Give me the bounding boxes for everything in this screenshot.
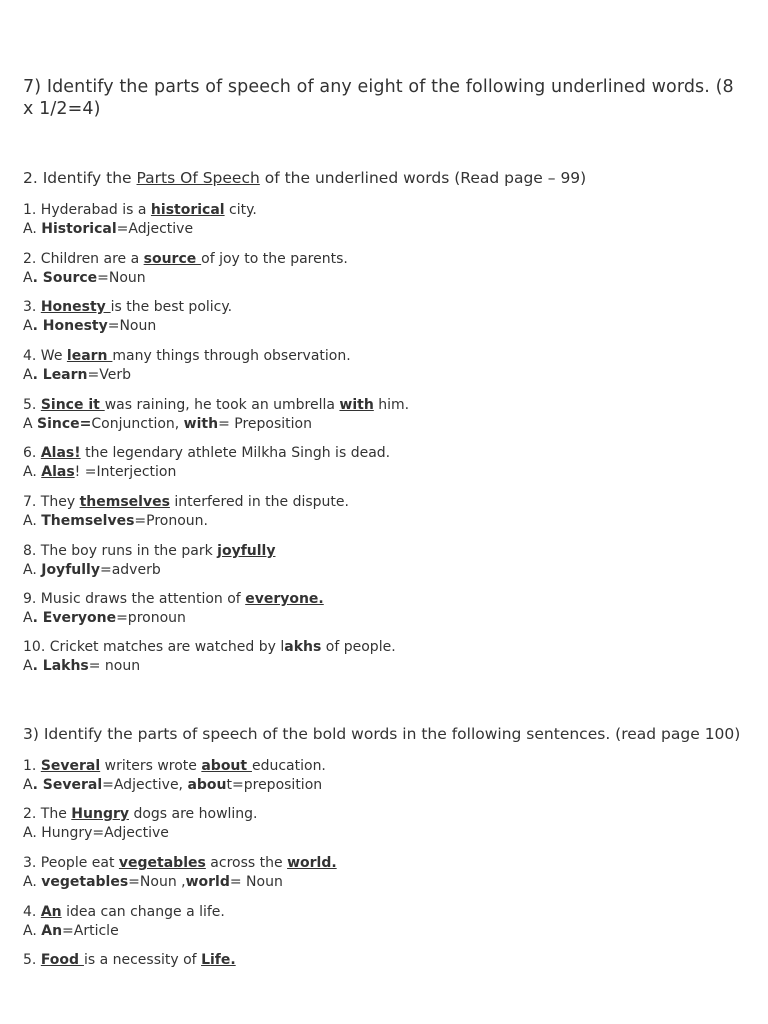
sentence-text: city. xyxy=(224,202,257,218)
keyword-text: Food xyxy=(40,952,84,968)
s3-item-1 xyxy=(23,757,326,795)
keyword-text: joyfully xyxy=(217,543,276,559)
sentence-text: writers wrote xyxy=(100,758,202,774)
sentence-text: interfered in the dispute. xyxy=(169,494,349,510)
sentence-text: A. xyxy=(23,923,42,939)
sentence-text: 5. xyxy=(23,952,41,968)
sentence-text: =Article xyxy=(62,923,119,939)
sentence-text: A. xyxy=(23,221,42,237)
keyword-text: historical xyxy=(150,202,225,218)
sentence-text: 4. We xyxy=(23,348,67,364)
keyword-text: abou xyxy=(187,777,227,793)
parts-of-speech-link[interactable]: Parts Of Speech xyxy=(136,169,260,187)
sentence-text: A xyxy=(23,610,33,626)
sentence-text: him. xyxy=(373,397,410,413)
s2-item-1 xyxy=(23,201,257,239)
keyword-text: source xyxy=(143,251,202,267)
keyword-text: . Honesty xyxy=(32,318,108,334)
keyword-text: . Source xyxy=(32,270,98,286)
keyword-text: world. xyxy=(287,855,337,871)
sentence-text: of joy to the parents. xyxy=(201,251,348,267)
question xyxy=(23,903,225,922)
keyword-text: . Lakhs xyxy=(32,658,89,674)
section-3-heading: 3) Identify the parts of speech of the bold words in the following sentences. (read page 100) xyxy=(23,725,741,743)
answer xyxy=(23,220,257,239)
sentence-text: =Adjective xyxy=(116,221,194,237)
question xyxy=(23,805,258,824)
s3-item-3 xyxy=(23,854,337,892)
keyword-text: Hungry xyxy=(71,806,129,822)
sentence-text: A xyxy=(23,777,33,793)
sentence-text: 5. xyxy=(23,397,41,413)
sentence-text: 8. The boy runs in the park xyxy=(23,543,218,559)
sentence-text: = Preposition xyxy=(218,416,312,432)
sentence-text: =pronoun xyxy=(116,610,186,626)
sentence-text: =Noun xyxy=(107,318,157,334)
keyword-text: learn xyxy=(66,348,113,364)
sentence-text: A xyxy=(23,658,33,674)
answer xyxy=(23,561,275,580)
sentence-text: many things through observation. xyxy=(112,348,351,364)
question xyxy=(23,298,232,317)
keyword-text: vegetables xyxy=(41,874,129,890)
sentence-text: 1. Hyderabad is a xyxy=(23,202,151,218)
question xyxy=(23,542,275,561)
keyword-text: Since= xyxy=(37,416,92,432)
sentence-text: A xyxy=(23,318,33,334)
sentence-text: education. xyxy=(251,758,326,774)
sentence-text: is the best policy. xyxy=(110,299,233,315)
sentence-text: =adverb xyxy=(99,562,161,578)
answer xyxy=(23,873,337,892)
keyword-text: Alas xyxy=(41,464,75,480)
answer xyxy=(23,824,258,843)
sentence-text: 4. xyxy=(23,904,41,920)
keyword-text: with xyxy=(339,397,374,413)
answer xyxy=(23,657,396,676)
s2-item-4 xyxy=(23,347,351,385)
sentence-text: A. xyxy=(23,874,42,890)
keyword-text: Themselves xyxy=(41,513,135,529)
question xyxy=(23,250,348,269)
sentence-text: is a necessity of xyxy=(83,952,202,968)
keyword-text: . Everyone xyxy=(32,610,117,626)
keyword-text: with xyxy=(183,416,219,432)
answer xyxy=(23,512,349,531)
sentence-text: A. xyxy=(23,562,42,578)
question-7-heading: 7) Identify the parts of speech of any eight of the following underlined words. (8 x 1/2=4) xyxy=(23,77,734,119)
sentence-text: 3. People eat xyxy=(23,855,119,871)
keyword-text: vegetables xyxy=(118,855,206,871)
answer xyxy=(23,415,409,434)
s3-item-2 xyxy=(23,805,258,843)
keyword-text: world xyxy=(185,874,230,890)
s2-item-8 xyxy=(23,542,275,580)
s2-item-5 xyxy=(23,396,409,434)
question xyxy=(23,590,324,609)
question xyxy=(23,493,349,512)
sentence-text: A xyxy=(23,367,33,383)
answer xyxy=(23,366,351,385)
sentence-text: Conjunction, xyxy=(91,416,184,432)
sentence-text: 10. Cricket matches are watched by l xyxy=(23,639,285,655)
sentence-text: idea can change a life. xyxy=(61,904,225,920)
sentence-text: ! =Interjection xyxy=(74,464,177,480)
keyword-text: An xyxy=(41,923,63,939)
question xyxy=(23,854,337,873)
keyword-text: Honesty xyxy=(40,299,111,315)
keyword-text: Since it xyxy=(40,397,105,413)
keyword-text: Several xyxy=(40,758,101,774)
sentence-text: A. Hungry=Adjective xyxy=(23,825,169,841)
question xyxy=(23,444,390,463)
sentence-text: =Noun , xyxy=(128,874,186,890)
sentence-text: = noun xyxy=(88,658,141,674)
answer xyxy=(23,609,324,628)
sentence-text: t=preposition xyxy=(226,777,323,793)
keyword-text: akhs xyxy=(284,639,322,655)
s3-item-5 xyxy=(23,951,236,970)
sentence-text: 3. xyxy=(23,299,41,315)
sentence-text: =Noun xyxy=(97,270,146,286)
answer xyxy=(23,922,225,941)
s2-item-10 xyxy=(23,638,396,676)
question xyxy=(23,396,409,415)
sentence-text: =Adjective, xyxy=(102,777,188,793)
question xyxy=(23,757,326,776)
keyword-text: everyone. xyxy=(245,591,324,607)
s2-item-3 xyxy=(23,298,232,336)
sentence-text: 6. xyxy=(23,445,41,461)
s2-item-6 xyxy=(23,444,390,482)
question xyxy=(23,201,257,220)
sentence-text: =Verb xyxy=(87,367,131,383)
answer xyxy=(23,269,348,288)
sentence-text: A. xyxy=(23,513,42,529)
answer xyxy=(23,463,390,482)
section-2-heading-post: of the underlined words (Read page – 99) xyxy=(259,169,587,187)
sentence-text: = Noun xyxy=(229,874,283,890)
answer xyxy=(23,317,232,336)
keyword-text: Historical xyxy=(41,221,117,237)
sentence-text: A xyxy=(23,270,33,286)
keyword-text: An xyxy=(40,904,62,920)
answer xyxy=(23,776,326,795)
keyword-text: . Learn xyxy=(32,367,88,383)
sentence-text: A. xyxy=(23,464,42,480)
keyword-text: Life. xyxy=(201,952,236,968)
section-2-heading xyxy=(23,168,586,188)
s2-item-7 xyxy=(23,493,349,531)
sentence-text: of people. xyxy=(321,639,396,655)
s2-item-2 xyxy=(23,250,348,288)
sentence-text: A xyxy=(23,416,38,432)
question xyxy=(23,638,396,657)
s3-item-4 xyxy=(23,903,225,941)
sentence-text: dogs are howling. xyxy=(129,806,258,822)
sentence-text: 9. Music draws the attention of xyxy=(23,591,246,607)
sentence-text: the legendary athlete Milkha Singh is dead. xyxy=(80,445,391,461)
sentence-text: 1. xyxy=(23,758,41,774)
keyword-text: themselves xyxy=(79,494,170,510)
keyword-text: . Several xyxy=(32,777,103,793)
keyword-text: Alas! xyxy=(40,445,81,461)
sentence-text: =Pronoun. xyxy=(134,513,208,529)
section-2-heading-pre: 2. Identify the xyxy=(23,169,137,187)
sentence-text: 2. The xyxy=(23,806,72,822)
s2-item-9 xyxy=(23,590,324,628)
keyword-text: Joyfully xyxy=(41,562,100,578)
sentence-text: was raining, he took an umbrella xyxy=(104,397,340,413)
sentence-text: across the xyxy=(205,855,288,871)
sentence-text: 7. They xyxy=(23,494,80,510)
keyword-text: about xyxy=(201,758,252,774)
question xyxy=(23,951,236,970)
question xyxy=(23,347,351,366)
sentence-text: 2. Children are a xyxy=(23,251,144,267)
